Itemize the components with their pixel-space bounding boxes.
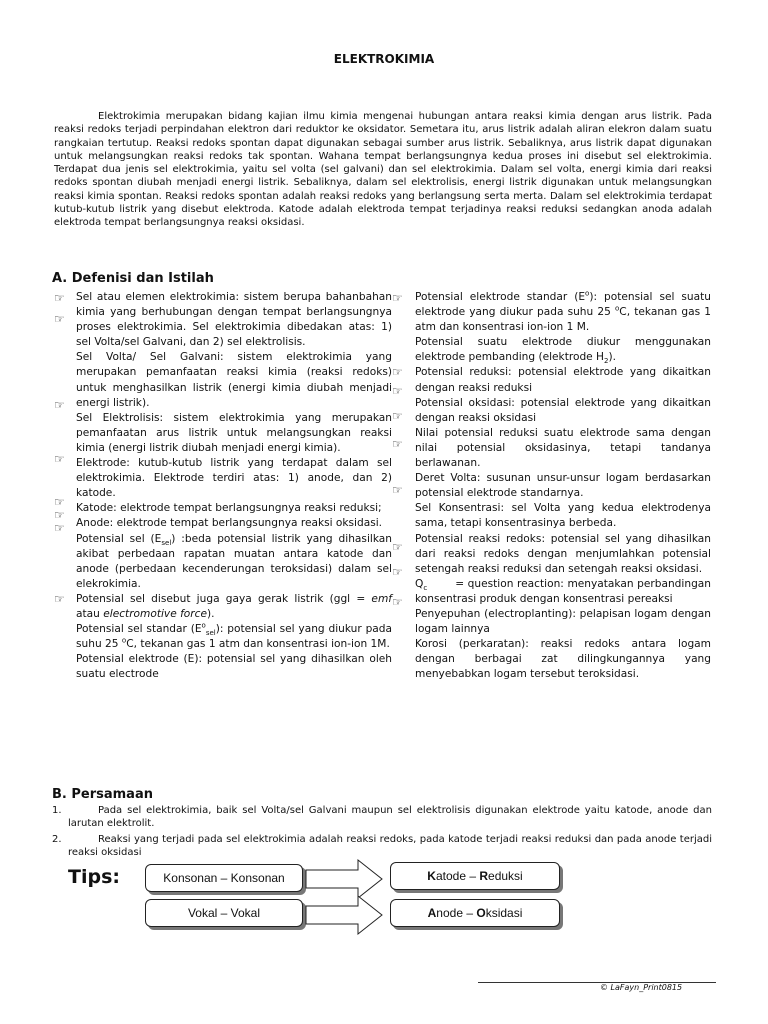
footer-credit: © LaFayn_Print0815 [600,983,683,992]
definition-item: Katode: elektrode tempat berlangsungnya reaksi reduksi; [76,502,382,515]
list-item [52,833,712,859]
page-title: ELEKTROKIMIA [333,52,435,66]
definitions-left-column [76,290,392,682]
pointing-hand-icon: ☞ [54,291,65,305]
definition-item: Sel Elektrolisis: sistem elektrokimia yang merupakan pemanfaatan arus listrik untuk melangsungkan reaksi kimia (energi listrik diubah menjadi energi kimia). [76,411,392,454]
definition-item: Potensial sel $(E_{sel})$ :beda potensial listrik yang dihasilkan akibat perbedaan rapatan muatan antara katode dan anode (perbedaan kecenderungan teroksidasi) dalam sel elekrokimia. [76,532,392,590]
pointing-hand-icon: ☞ [392,483,403,497]
pointing-hand-icon: ☞ [392,437,403,451]
pointing-hand-icon: ☞ [54,521,65,535]
definition-item: Potensial sel disebut juga gaya gerak listrik (ggl = emf atau electromotive force). [76,592,392,620]
definition-item: Potensial sel standar $(E^o_{sel})$: potensial sel yang diukur pada suhu 25 $^o$C, tekanan gas 1 atm dan konsentrasi ion-ion 1M. [76,621,392,651]
pointing-hand-icon: ☞ [54,508,65,522]
pointing-hand-icon: ☞ [54,398,65,412]
definition-item: Potensial reaksi redoks: potensial sel yang dihasilkan dari reaksi redoks dengan menjumlahkan potensial setengah reaksi reduksi dan setengah reaksi oksidasi. [415,532,711,575]
definition-item: Deret Volta: susunan unsur-unsur logam berdasarkan potensial elektrode standarnya. [415,472,711,500]
tip-box-consonants: Konsonan – Konsonan [145,864,303,892]
definition-item: Sel Konsentrasi: sel Volta yang kedua elektrodenya sama, tetapi konsentrasinya berbeda. [415,502,711,530]
definition-item: Potensial reduksi: potensial elektrode yang dikaitkan dengan reaksi reduksi [415,366,711,394]
list-item [52,804,712,830]
definition-item: Potensial suatu elektrode diukur menggunakan elektrode pembanding (elektrode $H_2$). [415,336,711,366]
pointing-hand-icon: ☞ [54,312,65,326]
pointing-hand-icon: ☞ [392,540,403,554]
pointing-hand-icon: ☞ [392,595,403,609]
definition-item: Potensial elektrode (E): potensial sel yang dihasilkan oleh suatu electrode [76,653,392,681]
section-a-heading: A. Defenisi dan Istilah [52,271,214,286]
definition-item: Potensial elektrode standar $(E^o)$: potensial sel suatu elektrode yang diukur pada suhu 25 $^o$C, tekanan gas 1 atm dan konsentrasi ion-ion 1 M. [415,289,711,334]
definition-item: Sel Volta/ Sel Galvani: sistem elektrokimia yang merupakan pemanfaatan reaksi kimia (reaksi redoks) untuk menghasilkan listrik (energi kimia diubah menjadi energi listrik). [76,351,392,409]
equations-list [52,804,712,862]
definition-item: $Q_c$ = question reaction: menyatakan perbandingan konsentrasi produk dengan konsentrasi pereaksi [415,577,711,605]
section-b-heading: B. Persamaan [52,787,153,802]
definition-item: Anode: elektrode tempat berlangsungnya reaksi oksidasi. [76,517,383,530]
list-number: 2. [52,834,62,845]
definition-item: Elektrode: kutub-kutub listrik yang terdapat dalam sel elektrokimia. Elektrode terdiri atas: 1) anode, dan 2) katode. [76,457,392,500]
tip-box-vowels: Vokal – Vokal [145,899,303,927]
right-arrow-icon [304,894,384,936]
intro-paragraph: Elektrokimia merupakan bidang kajian ilmu kimia mengenai hubungan antara reaksi kimia dengan arus listrik. Pada reaksi redoks terjadi perpindahan elektron dari reduktor ke oksidator. Semetara itu, arus listrik adalah aliran elekron dalam suatu rangkaian tertutup. Reaksi redoks spontan dapat digunakan sebagai sumber arus listrik. Sebaliknya, arus listrik dapat digunakan untuk melangsungkan reaksi redoks tak spontan. Wahana tempat berlangsungnya kedua proses ini disebut sel elektrokimia. Terdapat dua jenis sel elektrokimia, yaitu sel volta (sel galvani) dan sel elektrokimia. Dalam sel volta, energi kimia dari reaksi redoks spontan diubah menjadi energi listrik. Sebaliknya, dalam sel elektrolisis, energi listrik digunakan untuk melangsungkan reaksi kimia spontan. Reaksi redoks spontan adalah reaksi redoks yang berlangsung serta merta. Dalam sel elektrokimia terdapat kutub-kutub listrik yang disebut elektroda. Katode adalah elektroda tempat terjadinya reaksi reduksi sedangkan anoda adalah elektroda tempat berlangsungnya reaksi oksidasi. [54,111,712,229]
pointing-hand-icon: ☞ [392,365,403,379]
definition-item: Potensial oksidasi: potensial elektrode yang dikaitkan dengan reaksi oksidasi [415,396,711,424]
tip-box-anode-oxidation: Anode – Oksidasi [390,899,560,927]
tip-box-cathode-reduction: Katode – Reduksi [390,862,560,890]
definitions-right-column [415,290,711,682]
pointing-hand-icon: ☞ [392,384,403,398]
list-text: Pada sel elektrokimia, baik sel Volta/sel Galvani maupun sel elektrolisis digunakan elektrode yaitu katode, anode dan larutan elektrolit. [68,805,712,829]
pointing-hand-icon: ☞ [54,452,65,466]
definition-item: Korosi (perkaratan): reaksi redoks antara logam dengan berbagai zat dilingkungannya yang menyebabkan logam tersebut teroksidasi. [415,638,711,681]
pointing-hand-icon: ☞ [392,409,403,423]
definition-item: Nilai potensial reduksi suatu elektrode sama dengan nilai potensial oksidasinya, tetapi tandanya berlawanan. [415,426,711,470]
pointing-hand-icon: ☞ [392,565,403,579]
definition-item: Penyepuhan (electroplanting): pelapisan logam dengan logam lainnya [415,607,711,636]
pointing-hand-icon: ☞ [392,291,403,305]
list-text: Reaksi yang terjadi pada sel elektrokimia adalah reaksi redoks, pada katode terjadi reaksi reduksi dan pada anode terjadi reaksi oksidasi [68,834,712,858]
pointing-hand-icon: ☞ [54,495,65,509]
list-number: 1. [52,805,62,816]
tips-label: Tips: [68,866,120,888]
definition-item: Sel atau elemen elektrokimia: sistem berupa bahanbahan kimia yang berhubungan dengan tempat berlangsungnya proses elektrokimia. Sel elektrokimia dibedakan atas: 1) sel Volta/sel Galvani, dan 2) sel elektrolisis. [76,291,392,349]
pointing-hand-icon: ☞ [54,592,65,606]
